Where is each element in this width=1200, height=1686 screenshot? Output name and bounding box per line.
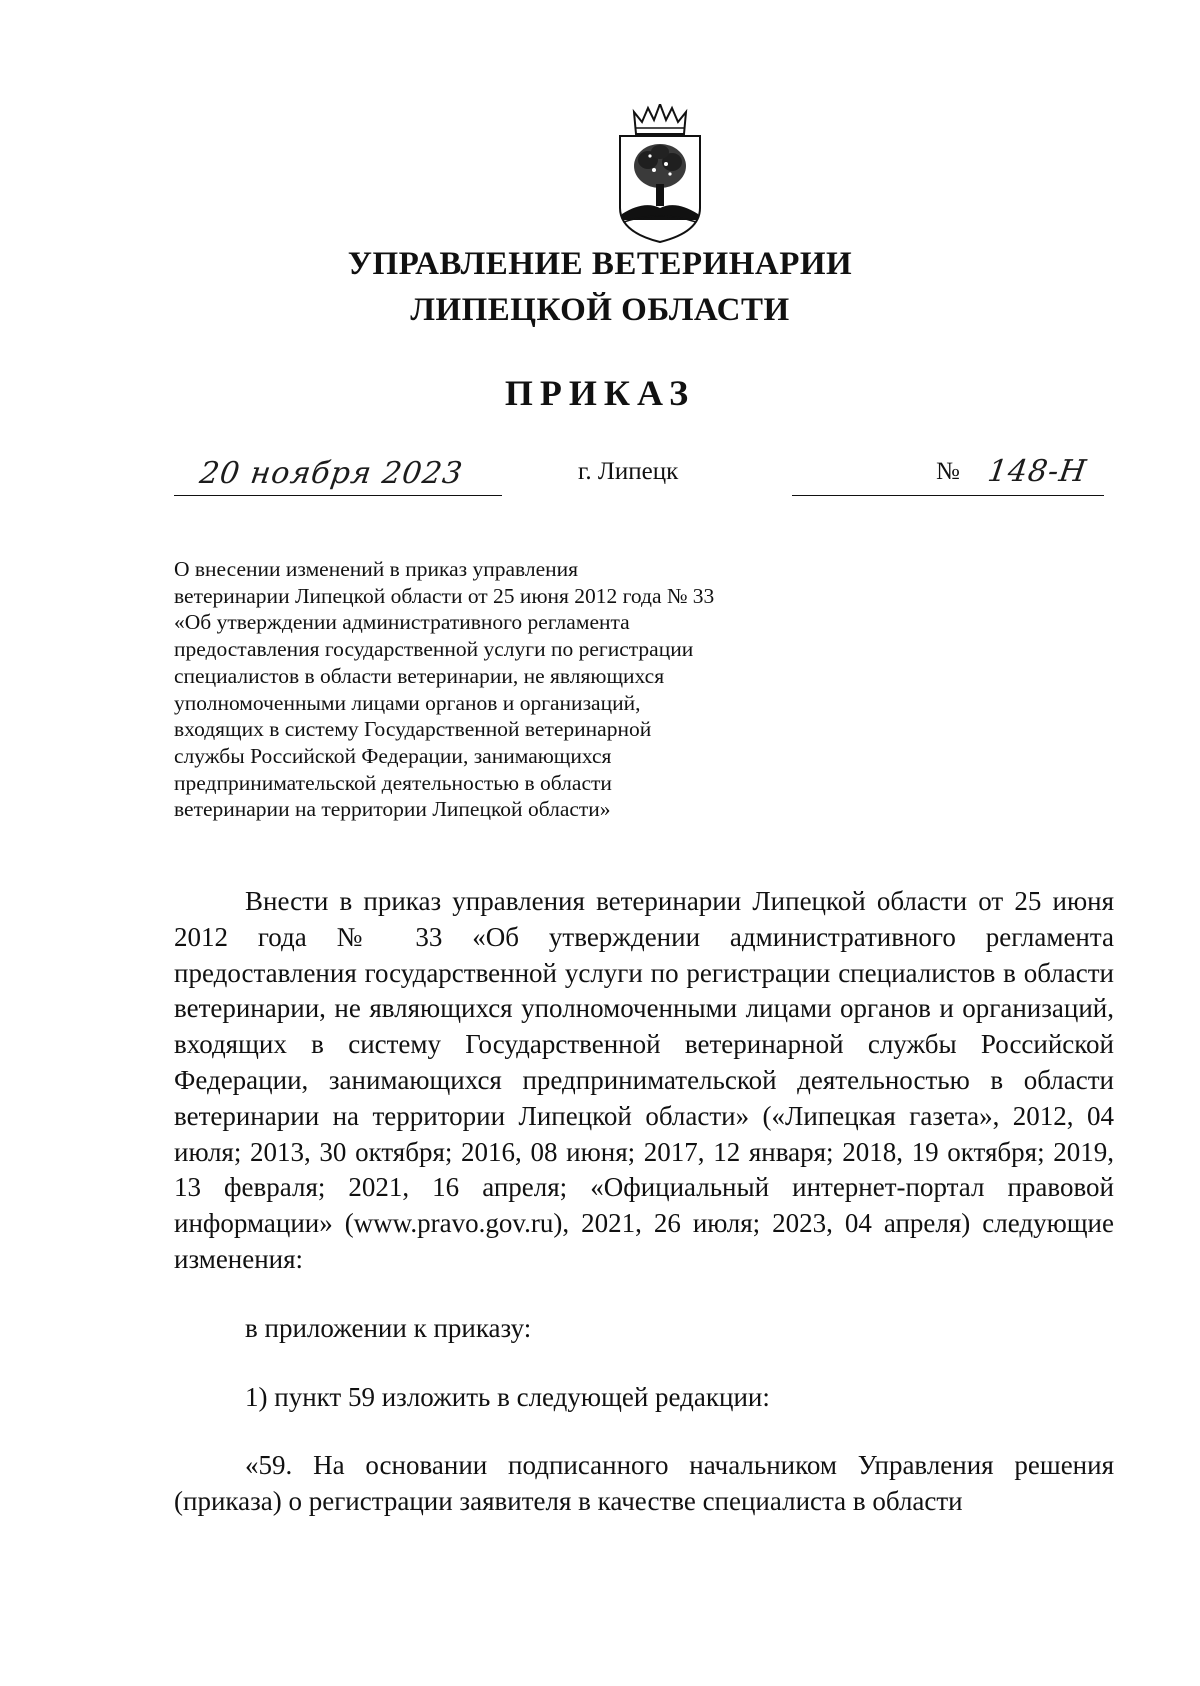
subject-line: О внесении изменений в приказ управления (174, 557, 579, 581)
order-body (174, 884, 1114, 1520)
order-number-handwritten: 148-Н (985, 454, 1090, 489)
subject-line: входящих в систему Государственной ветеринарной (174, 717, 652, 742)
city-label: г. Липецк (578, 458, 679, 485)
body-paragraph: 1) пункт 59 изложить в следующей редакции: (245, 1381, 770, 1412)
subject-line: предпринимательской деятельностью в области (174, 770, 612, 795)
subject-line: «Об утверждении административного регламента (174, 610, 630, 635)
subject-line: уполномоченными лицами органов и организаций, (174, 690, 641, 715)
coat-of-arms-icon (614, 104, 706, 244)
subject-line: службы Российской Федерации, занимающихся (174, 743, 612, 768)
number-sign-label: № (936, 458, 960, 485)
order-date-field (174, 454, 502, 498)
order-subject (174, 556, 794, 823)
date-underline (174, 495, 502, 496)
number-underline (792, 495, 1104, 496)
body-paragraph: «59. На основании подписанного начальником Управления решения (приказа) о регистрации заявителя в качестве специалиста в области (174, 1450, 1114, 1517)
document-type-title: ПРИКАЗ (504, 373, 696, 413)
order-number-field (792, 454, 1104, 498)
organization-name-line2: ЛИПЕЦКОЙ ОБЛАСТИ (410, 292, 790, 328)
order-date-handwritten: 20 ноября 2023 (197, 456, 466, 491)
body-paragraph: в приложении к приказу: (245, 1312, 532, 1343)
subject-line: специалистов в области ветеринарии, не являющихся (174, 663, 665, 688)
subject-line: ветеринарии на территории Липецкой области» (174, 797, 611, 822)
organization-name-line1: УПРАВЛЕНИЕ ВЕТЕРИНАРИИ (347, 246, 853, 282)
subject-line: предоставления государственной услуги по регистрации (174, 637, 694, 662)
subject-line: ветеринарии Липецкой области от 25 июня 2012 года № 33 (174, 583, 715, 608)
body-paragraph: Внести в приказ управления ветеринарии Липецкой области от 25 июня 2012 года № 33 «Об утверждении административного регламента предоставления государственной услуги по регистрации специалистов в области ветеринарии, не являющихся уполномоченными лицами органов и организаций, входящих в систему Государственной ветеринарной службы Российской Федерации, занимающихся предпринимательской деятельностью в области ветеринарии на территории Липецкой области» («Липецкая газета», 2012, 04 июля; 2013, 30 октября; 2016, 08 июня; 2017, 12 января; 2018, 19 октября; 2019, 13 февраля; 2021, 16 апреля; «Официальный интернет-портал правовой информации» (www.pravo.gov.ru), 2021, 26 июля; 2023, 04 апреля) следующие изменения: (174, 886, 1114, 1274)
